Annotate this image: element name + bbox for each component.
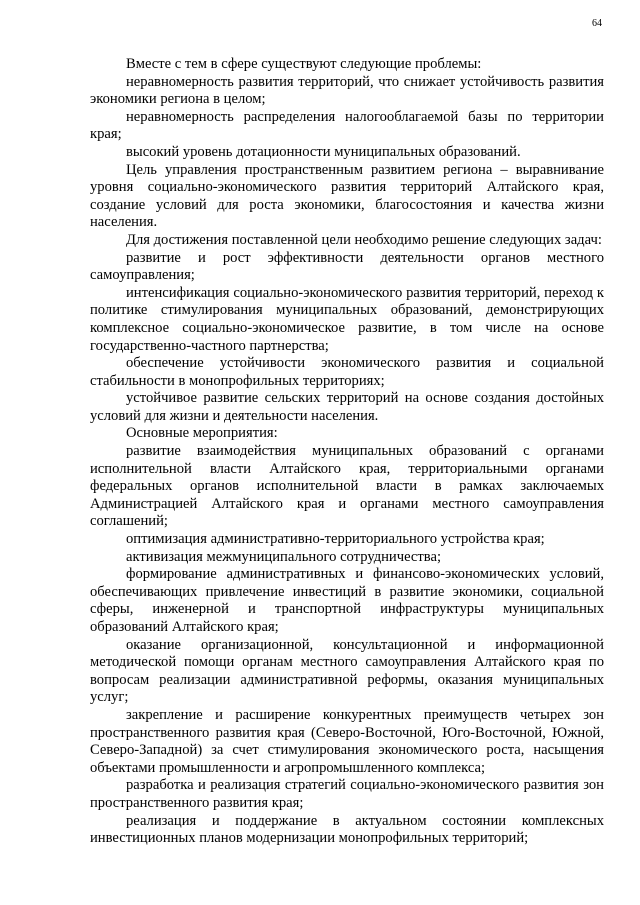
body-text [90,56,604,848]
paragraph: неравномерность развития территорий, что снижает устойчивость развития экономики региона в целом; [90,73,604,108]
paragraph: Для достижения поставленной цели необходимо решение следующих задач: [126,231,602,248]
paragraph: оказание организационной, консультационной и информационной методической помощи органам местного самоуправления Алтайского края по вопросам реализации административной реформы, оказания муниципальных услуг; [90,636,604,706]
paragraph: устойчивое развитие сельских территорий на основе создания достойных условий для жизни и деятельности населения. [90,390,604,424]
paragraph: Основные мероприятия: [126,425,278,442]
paragraph: закрепление и расширение конкурентных преимуществ четырех зон пространственного развития края (Северо-Восточной, Юго-Восточной, Южной, Северо-Западной) за счет стимулирования экономического роста, насыщения объектами промышленности и агропромышленного комплекса; [90,706,604,776]
paragraph: оптимизация административно-территориального устройства края; [126,531,545,548]
paragraph: неравномерность распределения налогооблагаемой базы по территории края; [90,108,604,143]
page-number: 64 [592,18,602,29]
paragraph: формирование административных и финансово-экономических условий, обеспечивающих привлечение инвестиций в развитие экономики, социальной сферы, инженерной и транспортной инфраструктуры муниципальных образований Алтайского края; [90,566,604,635]
paragraph: обеспечение устойчивости экономического развития и социальной стабильности в монопрофильных территориях; [90,355,604,389]
paragraph: развитие взаимодействия муниципальных образований с органами исполнительной власти Алтайского края, территориальными органами федеральных органов исполнительной власти в рамках заключаемых Администрацией Алтайского края и органами местного самоуправления соглашений; [90,443,604,530]
paragraph: высокий уровень дотационности муниципальных образований. [126,143,521,160]
paragraph: реализация и поддержание в актуальном состоянии комплексных инвестиционных планов модернизации монопрофильных территорий; [90,812,604,847]
paragraph: интенсификация социально-экономического развития территорий, переход к политике стимулирования муниципальных образований, демонстрирующих комплексное социально-экономическое развитие, в том числе на основе государственно-частного партнерства; [90,284,604,354]
paragraph: разработка и реализация стратегий социально-экономического развития зон пространственного развития края; [90,777,604,811]
paragraph: активизация межмуниципального сотрудничества; [126,548,442,565]
paragraph: Вместе с тем в сфере существуют следующие проблемы: [126,56,482,72]
paragraph: Цель управления пространственным развитием региона – выравнивание уровня социально-экономического развития территорий Алтайского края, создание условий для роста экономики, благосостояния и качества жизни населения. [90,161,604,231]
paragraph: развитие и рост эффективности деятельности органов местного самоуправления; [90,249,604,284]
